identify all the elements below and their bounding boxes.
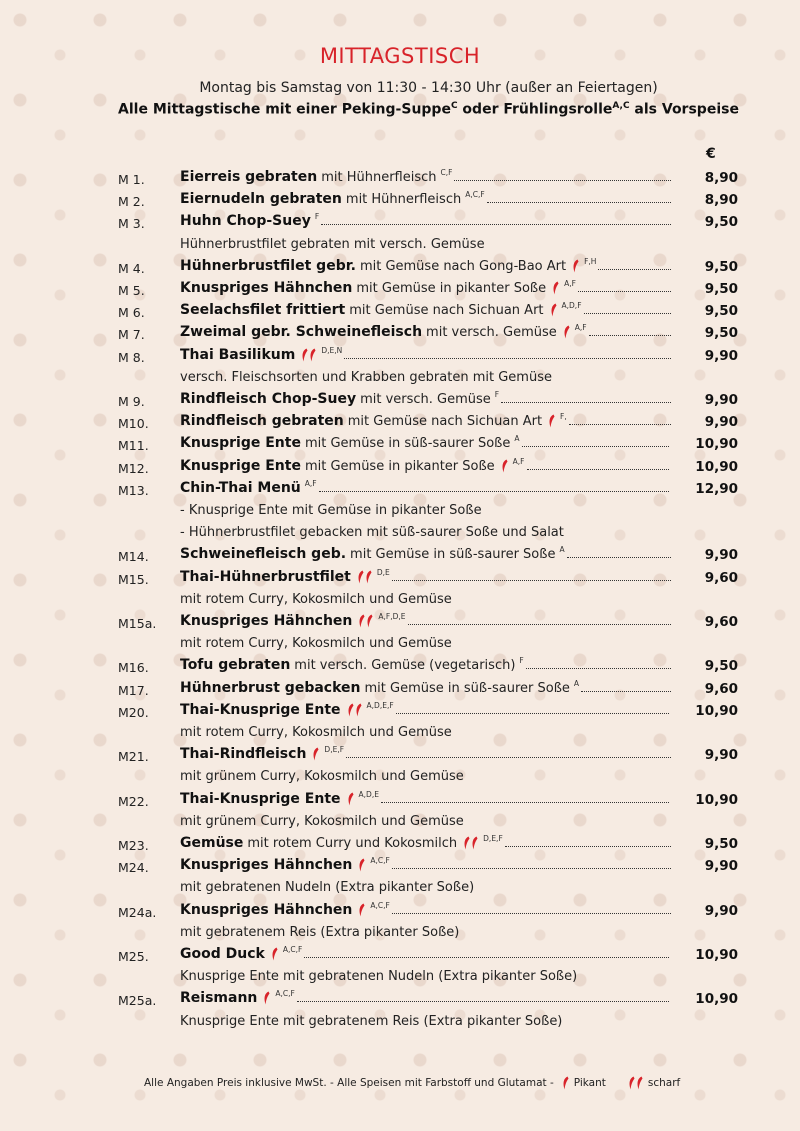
item-description: mit Hühnerfleisch xyxy=(345,192,462,208)
item-price: 9,50 xyxy=(704,214,738,231)
item-allergens: D,E,F xyxy=(324,746,345,755)
item-name: Hühnerbrustfilet gebr. xyxy=(180,257,356,274)
item-line xyxy=(180,324,671,340)
item-note: mit grünem Curry, Kokosmilch und Gemüse xyxy=(180,769,464,785)
item-description: mit Hühnerfleisch xyxy=(321,170,437,185)
item-allergens: A,C,F xyxy=(465,191,485,200)
item-line xyxy=(180,702,669,718)
item-code: M21. xyxy=(118,749,149,765)
item-allergens: A,C,F xyxy=(275,990,295,999)
menu-item xyxy=(0,569,800,589)
item-description: mit Gemüse nach Sichuan Art xyxy=(347,414,543,430)
leader-dots xyxy=(297,991,669,1002)
menu-item xyxy=(0,746,800,766)
item-allergens: A xyxy=(559,546,565,555)
leader-dots xyxy=(344,348,671,359)
leader-dots xyxy=(392,903,671,914)
item-name: Thai-Knusprige Ente xyxy=(180,701,341,718)
item-name: Reismann xyxy=(180,990,258,1007)
item-price: 9,90 xyxy=(704,858,738,875)
leader-dots xyxy=(381,792,669,803)
item-note: Hühnerbrustfilet gebraten mit versch. Gemüse xyxy=(180,236,485,252)
page-title: MITTAGSTISCH xyxy=(319,44,481,68)
leader-dots xyxy=(454,170,671,181)
item-code: M 1. xyxy=(118,172,145,187)
item-description: mit Gemüse in pikanter Soße xyxy=(356,281,547,296)
item-price: 10,90 xyxy=(695,458,738,475)
item-code: M15. xyxy=(118,571,149,587)
item-allergens: A,C,F xyxy=(282,946,303,954)
item-name: Thai-Rindfleisch xyxy=(180,746,307,763)
item-description: mit Gemüse in süß-saurer Soße xyxy=(304,436,511,452)
item-name: Zweimal gebr. Schweinefleisch xyxy=(180,324,423,341)
item-allergens: A xyxy=(573,679,580,688)
chili-icon xyxy=(347,703,363,717)
footer-text: Alle Angaben Preis inklusive MwSt. - Alle Speisen mit Farbstoff und Glutamat - xyxy=(144,1077,554,1089)
leader-dots xyxy=(321,214,671,225)
item-price: 10,90 xyxy=(695,991,738,1008)
menu-item xyxy=(0,902,800,922)
item-price: 10,90 xyxy=(695,791,738,808)
item-note: Knusprige Ente mit gebratenem Reis (Extra pikanter Soße) xyxy=(180,1013,563,1029)
item-price: 9,50 xyxy=(704,281,738,297)
leader-dots xyxy=(505,836,671,847)
item-allergens: A,F xyxy=(304,479,317,488)
menu-item xyxy=(0,169,800,189)
item-name: Knusprige Ente xyxy=(180,435,301,452)
menu-item xyxy=(0,324,800,344)
item-line xyxy=(180,946,669,962)
item-code: M14. xyxy=(118,549,149,565)
item-price: 12,90 xyxy=(695,480,738,497)
item-allergens: A,D,E,F xyxy=(366,701,394,710)
item-name: Eiernudeln gebraten xyxy=(180,191,342,208)
chili-icon xyxy=(358,903,366,917)
item-name: Thai-Hühnerbrustfilet xyxy=(180,568,351,585)
item-allergens: C,F xyxy=(440,169,453,177)
item-allergens: A,D,F xyxy=(561,302,582,311)
item-line xyxy=(180,857,671,873)
item-name: Tofu gebraten xyxy=(180,657,291,674)
item-code: M 5. xyxy=(118,283,145,298)
leader-dots xyxy=(569,414,671,425)
chili-icon xyxy=(301,348,317,362)
item-line xyxy=(180,657,671,673)
item-allergens: A,F xyxy=(564,280,576,288)
item-code: M12. xyxy=(118,460,149,476)
menu-item xyxy=(0,835,800,855)
menu-item xyxy=(0,702,800,722)
item-code: M16. xyxy=(118,660,149,676)
item-line xyxy=(180,546,671,562)
item-code: M13. xyxy=(118,482,149,498)
item-price: 8,90 xyxy=(704,192,738,209)
item-price: 9,60 xyxy=(704,614,738,630)
footer-scharf: scharf xyxy=(647,1077,681,1089)
item-note: mit gebratenen Nudeln (Extra pikanter Soße) xyxy=(180,880,475,896)
chili-icon xyxy=(263,991,271,1005)
menu-item xyxy=(0,391,800,411)
leader-dots xyxy=(522,436,670,447)
item-code: M20. xyxy=(118,704,149,720)
item-name: Knuspriges Hähnchen xyxy=(180,280,353,296)
item-line xyxy=(180,347,671,363)
item-description: mit Gemüse in süß-saurer Soße xyxy=(364,680,570,696)
currency-label: € xyxy=(706,146,716,162)
item-price: 9,50 xyxy=(704,836,738,852)
chili-icon xyxy=(357,570,373,584)
item-price: 9,60 xyxy=(704,569,738,586)
chili-icon xyxy=(271,947,279,961)
item-name: Knusprige Ente xyxy=(180,457,301,474)
chili-icon xyxy=(628,1076,644,1090)
item-code: M 8. xyxy=(118,349,145,365)
subtitle-sup1: C xyxy=(450,101,458,111)
item-note: - Hühnerbrustfilet gebacken mit süß-saurer Soße und Salat xyxy=(180,525,564,541)
leader-dots xyxy=(581,681,671,692)
menu-item xyxy=(0,191,800,211)
menu-item xyxy=(0,680,800,700)
item-line xyxy=(180,413,671,429)
item-line xyxy=(180,680,671,696)
item-code: M 9. xyxy=(118,394,145,409)
item-note: mit rotem Curry, Kokosmilch und Gemüse xyxy=(180,591,452,607)
item-code: M15a. xyxy=(118,616,157,631)
item-code: M 3. xyxy=(118,216,145,232)
chili-icon xyxy=(312,747,320,761)
item-line xyxy=(180,480,669,496)
item-line xyxy=(180,435,669,451)
menu-item xyxy=(0,546,800,566)
menu-item xyxy=(0,302,800,322)
menu-item xyxy=(0,458,800,478)
item-price: 9,50 xyxy=(704,258,738,275)
menu-item xyxy=(0,347,800,367)
item-price: 8,90 xyxy=(704,170,738,186)
item-allergens: F, xyxy=(560,413,567,422)
leader-dots xyxy=(598,259,671,270)
item-allergens: A,D,E xyxy=(358,790,379,799)
leader-dots xyxy=(304,947,669,958)
item-allergens: A,F xyxy=(512,457,525,466)
item-line xyxy=(180,213,671,229)
leader-dots xyxy=(584,303,671,314)
leader-dots xyxy=(567,547,671,558)
leader-dots xyxy=(408,614,671,625)
item-line xyxy=(180,902,671,918)
chili-icon xyxy=(562,1076,570,1090)
menu-item xyxy=(0,258,800,278)
item-note: Knusprige Ente mit gebratenen Nudeln (Extra pikanter Soße) xyxy=(180,969,578,985)
item-name: Thai-Knusprige Ente xyxy=(180,790,341,807)
item-allergens: F xyxy=(314,213,320,222)
item-code: M10. xyxy=(118,416,149,432)
item-description: mit versch. Gemüse (vegetarisch) xyxy=(294,658,516,674)
item-name: Gemüse xyxy=(180,835,244,851)
item-price: 9,50 xyxy=(704,303,738,320)
footer xyxy=(144,1076,680,1090)
item-description: mit versch. Gemüse xyxy=(426,325,557,341)
menu-item xyxy=(0,213,800,233)
item-price: 10,90 xyxy=(695,436,738,453)
item-line xyxy=(180,258,671,274)
item-name: Seelachsfilet frittiert xyxy=(180,302,346,319)
leader-dots xyxy=(501,392,671,403)
leader-dots xyxy=(589,325,671,336)
item-note: mit gebratenem Reis (Extra pikanter Soße) xyxy=(180,924,460,940)
item-code: M24a. xyxy=(118,904,157,920)
item-allergens: F xyxy=(494,391,500,399)
item-line xyxy=(180,835,671,851)
item-code: M 6. xyxy=(118,305,145,321)
item-allergens: A,F xyxy=(574,324,587,333)
item-price: 9,50 xyxy=(704,325,738,342)
item-name: Good Duck xyxy=(180,946,265,962)
menu-item xyxy=(0,657,800,677)
item-price: 9,90 xyxy=(704,392,738,408)
menu-item xyxy=(0,280,800,300)
item-description: mit Gemüse in pikanter Soße xyxy=(304,458,495,474)
item-allergens: F,H xyxy=(584,257,597,266)
item-allergens: D,E,F xyxy=(483,835,503,843)
subtitle-sup2: A,C xyxy=(612,101,630,111)
chili-icon xyxy=(501,459,509,473)
item-description: mit Gemüse nach Sichuan Art xyxy=(349,303,544,319)
item-price: 10,90 xyxy=(695,702,738,719)
item-note: mit rotem Curry, Kokosmilch und Gemüse xyxy=(180,636,452,652)
menu-item xyxy=(0,857,800,877)
subtitle-part2: oder Frühlingsrolle xyxy=(457,101,613,118)
opening-hours: Montag bis Samstag von 11:30 - 14:30 Uhr (außer an Feiertagen) xyxy=(199,80,658,96)
leader-dots xyxy=(396,703,669,714)
item-line xyxy=(180,191,671,207)
item-name: Chin-Thai Menü xyxy=(180,479,301,496)
leader-dots xyxy=(526,658,671,669)
item-description: mit versch. Gemüse xyxy=(360,392,491,407)
item-allergens: F xyxy=(519,657,524,666)
item-allergens: A,C,F xyxy=(370,857,390,866)
chili-icon xyxy=(552,281,560,295)
item-price: 9,90 xyxy=(704,902,738,919)
leader-dots xyxy=(487,192,671,203)
item-description: mit rotem Curry und Kokosmilch xyxy=(247,836,458,851)
subtitle-part1: Alle Mittagstische mit einer Peking-Suppe xyxy=(118,101,451,118)
item-name: Huhn Chop-Suey xyxy=(180,213,311,230)
item-allergens: D,E,N xyxy=(321,346,343,355)
chili-icon xyxy=(347,792,355,806)
item-description: mit Gemüse nach Gong-Bao Art xyxy=(359,258,567,274)
subtitle-part3: als Vorspeise xyxy=(629,101,739,118)
chili-icon xyxy=(550,303,558,317)
item-line xyxy=(180,169,671,185)
item-code: M 4. xyxy=(118,260,145,276)
item-line xyxy=(180,302,671,318)
item-code: M25. xyxy=(118,949,149,964)
leader-dots xyxy=(392,858,671,869)
item-code: M22. xyxy=(118,793,149,809)
item-name: Hühnerbrust gebacken xyxy=(180,679,361,696)
chili-icon xyxy=(463,836,479,850)
item-line xyxy=(180,746,671,762)
item-price: 9,90 xyxy=(704,414,738,431)
chili-icon xyxy=(358,858,366,872)
item-line xyxy=(180,613,671,629)
item-line xyxy=(180,391,671,407)
item-code: M25a. xyxy=(118,993,157,1009)
item-allergens: A,C,F xyxy=(370,901,390,910)
item-line xyxy=(180,458,669,474)
item-line xyxy=(180,569,671,585)
item-name: Thai Basilikum xyxy=(180,346,296,363)
item-line xyxy=(180,791,669,807)
item-name: Knuspriges Hähnchen xyxy=(180,857,353,874)
menu-item xyxy=(0,990,800,1010)
menu-item xyxy=(0,946,800,966)
item-price: 10,90 xyxy=(695,947,738,963)
item-code: M 7. xyxy=(118,327,145,343)
item-name: Knuspriges Hähnchen xyxy=(180,613,353,629)
item-name: Rindfleisch gebraten xyxy=(180,413,344,430)
item-note: - Knusprige Ente mit Gemüse in pikanter Soße xyxy=(180,503,482,518)
item-name: Eierreis gebraten xyxy=(180,169,318,185)
leader-dots xyxy=(578,281,671,292)
item-price: 9,60 xyxy=(704,680,738,697)
item-code: M23. xyxy=(118,838,149,853)
leader-dots xyxy=(319,481,669,492)
item-price: 9,90 xyxy=(704,347,738,364)
menu-item xyxy=(0,791,800,811)
leader-dots xyxy=(392,570,671,581)
item-note: mit rotem Curry, Kokosmilch und Gemüse xyxy=(180,725,452,740)
chili-icon xyxy=(563,325,571,339)
menu-item xyxy=(0,480,800,500)
item-price: 9,50 xyxy=(704,658,738,675)
menu-item xyxy=(0,435,800,455)
chili-icon xyxy=(548,414,556,428)
item-price: 9,90 xyxy=(704,747,738,764)
item-code: M11. xyxy=(118,438,149,454)
item-description: mit Gemüse in süß-saurer Soße xyxy=(350,547,556,563)
chili-icon xyxy=(358,614,374,628)
item-code: M 2. xyxy=(118,194,145,210)
item-price: 9,90 xyxy=(704,547,738,564)
item-name: Knuspriges Hähnchen xyxy=(180,901,353,918)
item-name: Rindfleisch Chop-Suey xyxy=(180,391,357,407)
subtitle xyxy=(0,101,800,118)
item-code: M24. xyxy=(118,860,149,876)
chili-icon xyxy=(572,259,580,273)
item-name: Schweinefleisch geb. xyxy=(180,546,347,563)
item-allergens: D,E xyxy=(376,568,390,577)
item-line xyxy=(180,280,671,296)
item-line xyxy=(180,990,669,1006)
leader-dots xyxy=(346,747,671,758)
footer-pikant: Pikant xyxy=(573,1077,606,1089)
item-allergens: A,F,D,E xyxy=(378,613,406,621)
menu-item xyxy=(0,413,800,433)
item-code: M17. xyxy=(118,682,149,698)
item-note: versch. Fleischsorten und Krabben gebraten mit Gemüse xyxy=(180,369,552,385)
leader-dots xyxy=(527,459,670,470)
item-allergens: A xyxy=(514,435,520,444)
menu-item xyxy=(0,613,800,633)
item-note: mit grünem Curry, Kokosmilch und Gemüse xyxy=(180,813,464,829)
